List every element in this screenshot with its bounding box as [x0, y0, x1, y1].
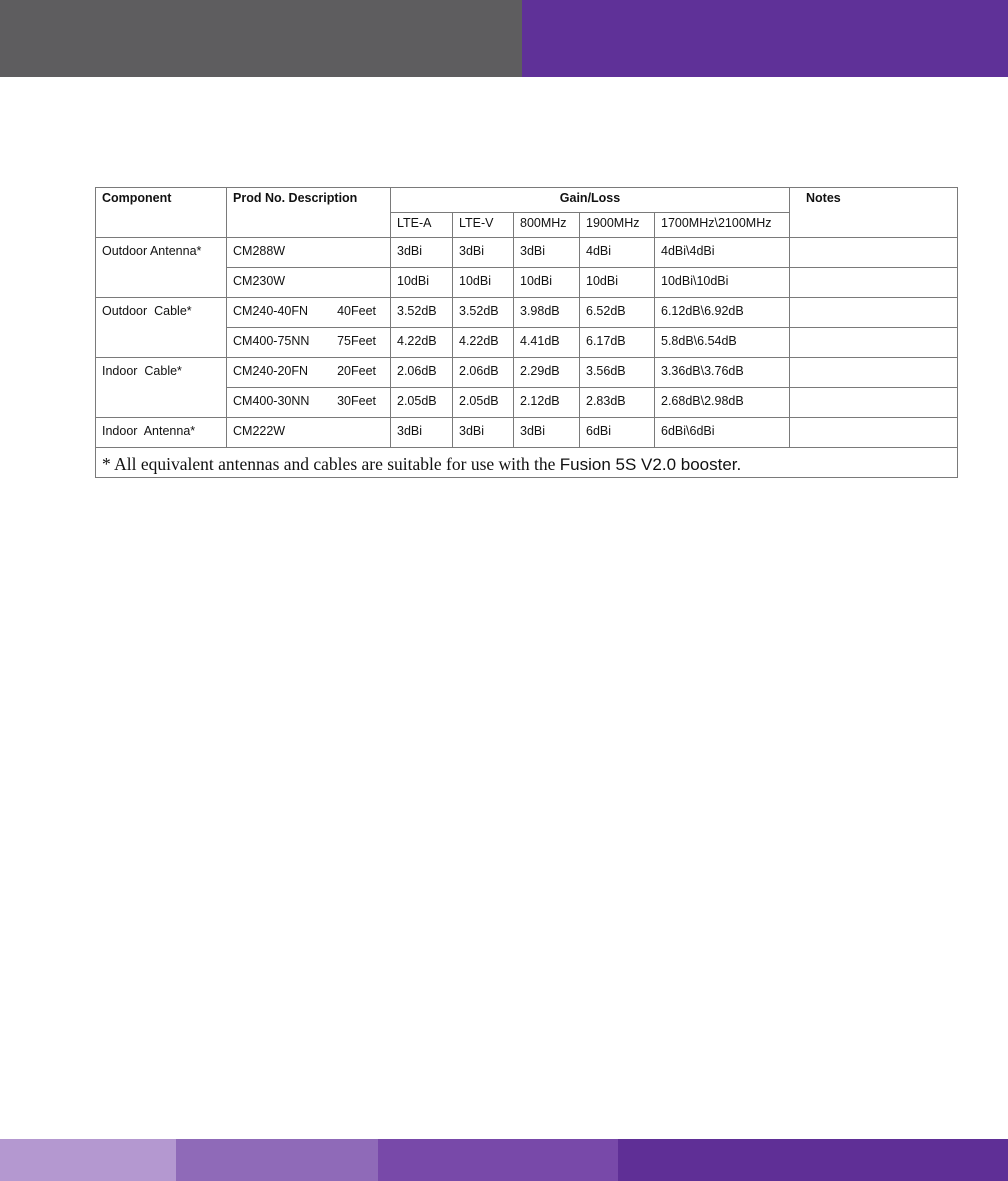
value-cell: 2.05dB: [391, 388, 453, 418]
value-cell: 6.12dB\6.92dB: [655, 298, 790, 328]
subheader-cell: 1700MHz\2100MHz: [655, 213, 790, 238]
value-cell: 3dBi: [514, 418, 580, 448]
footer-segment-4: [618, 1139, 1008, 1181]
cable-length: 20Feet: [337, 364, 376, 378]
prod-cell: [227, 298, 391, 328]
component-cell: Outdoor Cable*: [96, 298, 227, 358]
notes-cell: [790, 328, 958, 358]
subheader-cell: LTE-V: [453, 213, 514, 238]
prod-number: CM230W: [233, 274, 286, 288]
value-cell: 10dBi: [514, 268, 580, 298]
value-cell: 2.05dB: [453, 388, 514, 418]
cable-length: 40Feet: [337, 304, 376, 318]
footnote-row: [96, 448, 958, 478]
prod-cell: [227, 238, 391, 268]
notes-cell: [790, 268, 958, 298]
value-cell: 3dBi: [514, 238, 580, 268]
prod-number: CM400-75NN: [233, 334, 310, 348]
header-purple-block: [522, 0, 1008, 77]
footnote-text: * All equivalent antennas and cables are suitable for use with the: [102, 454, 560, 474]
prod-number: CM240-40FN: [233, 304, 309, 318]
notes-cell: [790, 358, 958, 388]
footnote-product: Fusion 5S V2.0 booster.: [559, 455, 742, 474]
prod-cell: [227, 358, 391, 388]
table-row: [96, 418, 958, 448]
prod-cell: [227, 388, 391, 418]
value-cell: 4dBi: [580, 238, 655, 268]
header-prod: Prod No. Description: [227, 188, 391, 238]
value-cell: 4.41dB: [514, 328, 580, 358]
value-cell: 3dBi: [391, 238, 453, 268]
value-cell: 3.56dB: [580, 358, 655, 388]
value-cell: 2.29dB: [514, 358, 580, 388]
value-cell: 10dBi: [580, 268, 655, 298]
header-band: [0, 0, 1008, 77]
value-cell: 2.12dB: [514, 388, 580, 418]
value-cell: 5.8dB\6.54dB: [655, 328, 790, 358]
notes-cell: [790, 238, 958, 268]
footer-band: [0, 1139, 1008, 1181]
footer-segment-2: [176, 1139, 378, 1181]
prod-cell: [227, 418, 391, 448]
value-cell: 2.06dB: [391, 358, 453, 388]
value-cell: 10dBi: [453, 268, 514, 298]
footer-segment-3: [378, 1139, 618, 1181]
value-cell: 3dBi: [453, 418, 514, 448]
component-cell: Outdoor Antenna*: [96, 238, 227, 298]
value-cell: 3.98dB: [514, 298, 580, 328]
notes-cell: [790, 298, 958, 328]
value-cell: 3.36dB\3.76dB: [655, 358, 790, 388]
subheader-cell: 800MHz: [514, 213, 580, 238]
value-cell: 3.52dB: [453, 298, 514, 328]
value-cell: 6.17dB: [580, 328, 655, 358]
prod-number: CM288W: [233, 244, 286, 258]
footnote: [96, 448, 958, 478]
prod-cell: [227, 268, 391, 298]
cable-length: 75Feet: [337, 334, 376, 348]
value-cell: 6.52dB: [580, 298, 655, 328]
value-cell: 3dBi: [453, 238, 514, 268]
value-cell: 4.22dB: [391, 328, 453, 358]
prod-number: CM400-30NN: [233, 394, 310, 408]
notes-cell: [790, 388, 958, 418]
subheader-cell: LTE-A: [391, 213, 453, 238]
value-cell: 2.68dB\2.98dB: [655, 388, 790, 418]
table-header-row: [96, 188, 958, 213]
header-notes: Notes: [790, 188, 958, 238]
table-row: [96, 358, 958, 388]
header-gray-block: [0, 0, 522, 77]
header-component: Component: [96, 188, 227, 238]
component-cell: Indoor Antenna*: [96, 418, 227, 448]
value-cell: 4.22dB: [453, 328, 514, 358]
cable-length: 30Feet: [337, 394, 376, 408]
subheader-cell: 1900MHz: [580, 213, 655, 238]
component-cell: Indoor Cable*: [96, 358, 227, 418]
notes-cell: [790, 418, 958, 448]
value-cell: 10dBi: [391, 268, 453, 298]
value-cell: 10dBi\10dBi: [655, 268, 790, 298]
value-cell: 4dBi\4dBi: [655, 238, 790, 268]
prod-number: CM222W: [233, 424, 286, 438]
value-cell: 6dBi\6dBi: [655, 418, 790, 448]
value-cell: 2.83dB: [580, 388, 655, 418]
component-spec-table: [95, 187, 958, 478]
value-cell: 3dBi: [391, 418, 453, 448]
value-cell: 3.52dB: [391, 298, 453, 328]
footer-segment-1: [0, 1139, 176, 1181]
table-row: [96, 298, 958, 328]
prod-cell: [227, 328, 391, 358]
prod-number: CM240-20FN: [233, 364, 309, 378]
header-gain-loss: Gain/Loss: [391, 188, 790, 213]
value-cell: 6dBi: [580, 418, 655, 448]
table-row: [96, 238, 958, 268]
value-cell: 2.06dB: [453, 358, 514, 388]
